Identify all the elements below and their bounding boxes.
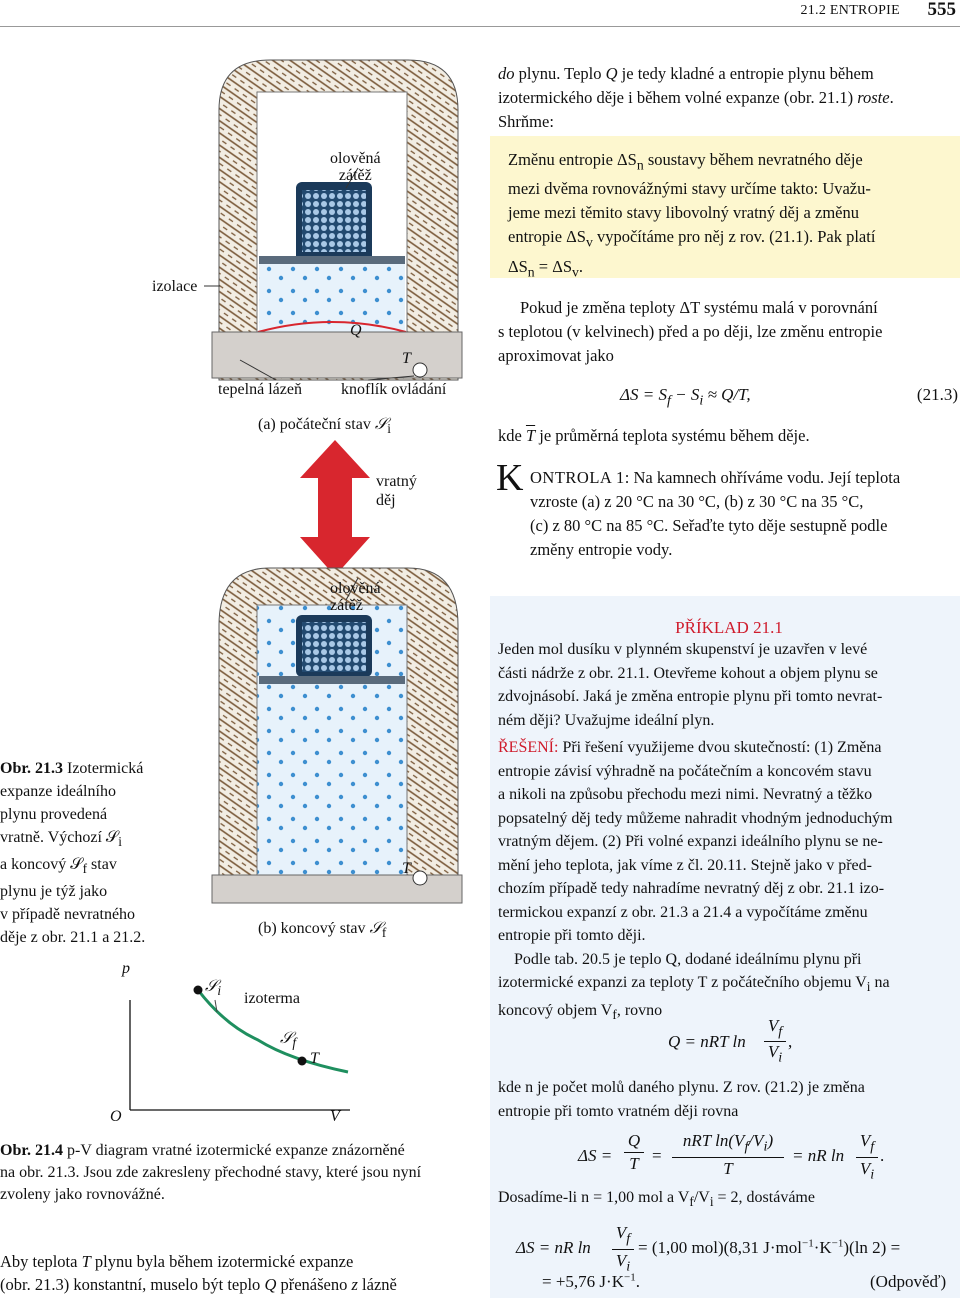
label-reversible: vratný děj (376, 473, 417, 509)
pv-temp-label: T (310, 1050, 319, 1067)
example-problem: Jeden mol dusíku v plynném skupenství je uzavřen v levé části nádrže z obr. 21.1. Otevřeme kohout a objem plynu se zdvojnásobí. Jaká je změna entropie plynu při tomto nevrat- ném ději? Uvažujme ideální plyn. (498, 641, 883, 729)
label-insulation: izolace (152, 278, 198, 295)
example-eq1-fraction: $V_f$ $V_i$ (764, 1016, 786, 1068)
kontrola-initial: K (496, 457, 524, 499)
example-eq2-frac2: nRT $\ln(V_f/V_i)$ T (672, 1130, 784, 1180)
caption-initial-state: (a) počáteční stav 𝒮$_i$ (258, 416, 391, 437)
control-knob-b[interactable] (413, 871, 427, 885)
pv-state-i: 𝒮$_i$ (205, 978, 222, 999)
approx-paragraph: Pokud je změna teploty ΔT systému malá v porovnání s teplotou (v kelvinech) před a po ději, lze změnu entropie aproximovat jako (498, 298, 883, 365)
example-eq2-lhs: ΔS = (578, 1146, 613, 1165)
caption-21-4: Obr. 21.4 p-V diagram vratné izotermické expanze znázorněné na obr. 21.3. Jsou zde zakresleny přechodné stavy, které jsou nyní zvoleny jako rovnovážné. (0, 1142, 422, 1203)
example-p4: kde n je počet molů daného plynu. Z rov. (21.2) je změna entropie při tomto vratném ději rovna (498, 1079, 865, 1120)
example-p5: Dosadíme-li n = 1,00 mol a $V_f/V_i = 2$, dostáváme (498, 1189, 815, 1210)
section-title: 21.2 ENTROPIE (800, 3, 900, 18)
pv-state-f: 𝒮$_f$ (280, 1030, 297, 1051)
caption-21-3: Obr. 21.3 Izotermická expanze ideálního plynu provedená vratně. Výchozí 𝒮$_i$ a koncový 𝒮$_f$ stav plynu je týž jako v případě nevratného děje z obr. 21.1 a 21.2. (0, 760, 146, 947)
state-i-point (194, 986, 203, 995)
reversible-process-arrow (300, 440, 370, 576)
label-heat-bath: tepelná lázeň (218, 381, 302, 398)
label-lead-weight-b: olověná zátěž (330, 580, 381, 614)
caption-final-state: (b) koncový stav 𝒮$_f$ (258, 920, 387, 941)
example-eq2-frac3: $V_f$ $V_i$ (856, 1130, 878, 1186)
example-eq2-end: . (880, 1146, 885, 1165)
label-temp-b: T (402, 860, 411, 877)
state-f-point (298, 1057, 307, 1066)
label-heat-q: Q (350, 322, 362, 339)
pv-origin-label: O (110, 1108, 122, 1125)
example-eq3-rhs: = (1,00 mol)(8,31 $J\cdot mol^{-1}\cdot K^{-1})(\ln$ 2) = (638, 1237, 901, 1257)
label-control-knob: knoflík ovládání (341, 381, 447, 398)
pv-axis-p-label: p (122, 960, 130, 977)
piston-a (259, 256, 405, 264)
example-eq1-comma: , (788, 1032, 793, 1051)
page-number: 555 (927, 0, 956, 20)
control-knob-a[interactable] (413, 363, 427, 377)
apparatus-initial (204, 60, 462, 380)
example-eq2-mid: = nR ln (792, 1146, 845, 1165)
example-title: PŘÍKLAD 21.1 (675, 618, 783, 637)
pv-isotherm-label: izoterma (244, 990, 300, 1007)
solution-label: ŘEŠENÍ: (498, 739, 559, 756)
example-result: = +5,76 $J\cdot K^{-1}$. (542, 1271, 640, 1291)
kontrola-text: ONTROLA 1: Na kamnech ohříváme vodu. Její teplota vzroste (a) z 20 °C na 30 °C, (b) z 30 °C na 35 °C, (c) z 80 °C na 85 °C. Seřaďte tyto děje sestupně podle změny entropie vody. (530, 468, 901, 559)
equation-21-3: $\Delta S = S_f - S_i \approx Q/T$, (620, 385, 751, 409)
intro-paragraph: do plynu. Teplo Q je tedy kladné a entropie plynu během izotermického děje i během volné expanze (obr. 21.1) roste. Shrňme: (498, 64, 894, 131)
pv-axis-v-label: V (330, 1108, 340, 1125)
figure-21-3 (0, 0, 480, 1140)
example-eq1: Q = nRT ln (668, 1032, 746, 1051)
example-eq2-eq: = (652, 1146, 662, 1165)
approx-after: kde $\overline{T}$ je průměrná teplota systému během děje. (498, 426, 810, 445)
example-eq2-frac1: Q T (624, 1130, 644, 1175)
example-solution: ŘEŠENÍ: Při řešení využijeme dvou skutečností: (1) Změna entropie závisí výhradně na počátečním a koncovém stavu a nikoli na způsobu přechodu mezi nimi. Nevratný a těžko popsatelný děj tedy můžeme nahradit vhodným jednoduchým vratným dějem. (2) Při volné expanzi ideálního plynu se ne- mění jeho teplota, jak víme z čl. 20.11. Stejně jako v před- chozím případě tedy nahradíme nevratný děj z obr. 21.1 izo- termickou expanzí z obr. 21.3 a 21.4 a vypočítáme změnu entropie při tomto ději. Podle tab. 20.5 je teplo Q, dodané ideálnímu plynu při izotermické expanzi za teploty T z počátečního objemu $V_i$ na koncový objem $V_f$, rovno (498, 739, 893, 1022)
apparatus-final (212, 568, 462, 903)
equation-number: (21.3) (916, 385, 958, 404)
label-lead-weight-a: olověná zátěž (330, 150, 381, 184)
piston-b (259, 676, 405, 684)
answer-label: (Odpověď) (870, 1272, 947, 1291)
label-temp-a: T (402, 350, 411, 367)
bottom-paragraph: Aby teplota T plynu byla během izotermické expanze (obr. 21.3) konstantní, muselo být teplo Q přenášeno z lázně (0, 1252, 397, 1294)
example-eq3-lhs: ΔS = nR ln (516, 1238, 591, 1257)
summary-text: Změnu entropie $\Delta S_n$ soustavy během nevratného děje mezi dvěma rovnovážnými stavy určíme takto: Uvažu- jeme mezi těmito stavy libovolný vratný děj a změnu entropie $\Delta S_v$ vypočítáme pro něj z rov. (21.1). Pak platí $\Delta S_n = \Delta S_v$. (508, 150, 876, 279)
example-eq3-frac: $V_f$ $V_i$ (612, 1222, 634, 1278)
